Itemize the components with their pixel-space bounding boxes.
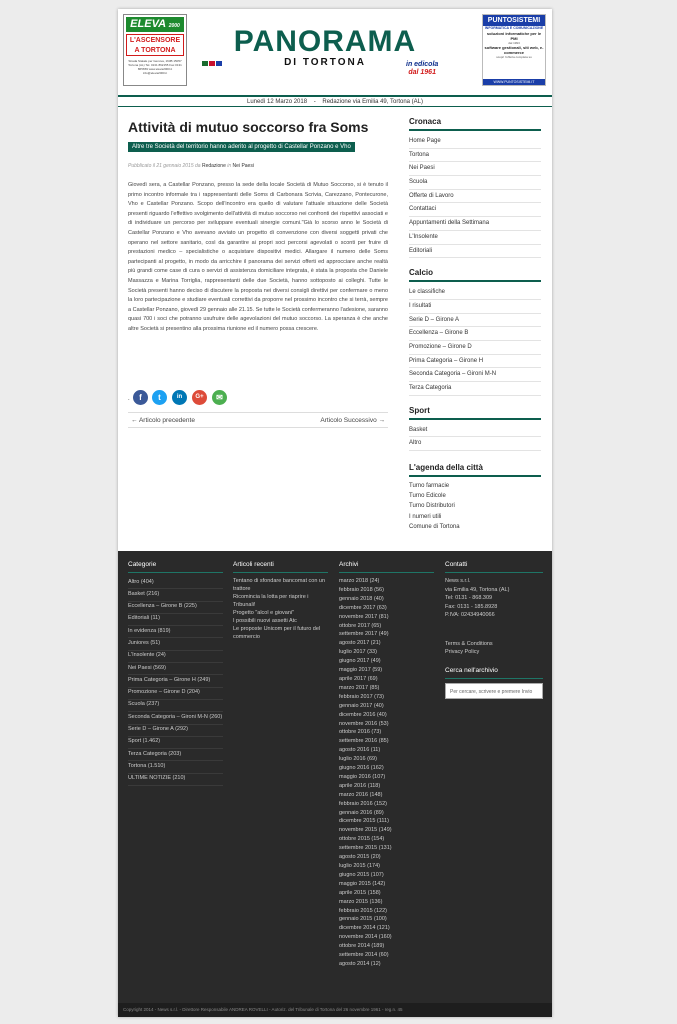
cronaca-item-offerte-lavoro[interactable]: Offerte di Lavoro [409, 190, 541, 204]
category-link[interactable]: ULTIME NOTIZIE (210) [128, 774, 223, 786]
archive-link[interactable]: gennaio 2018 (40) [339, 595, 384, 602]
archive-link[interactable]: dicembre 2016 (40) [339, 711, 387, 718]
article-title: Attività di mutuo soccorso fra Soms [128, 119, 369, 135]
recent-post-link[interactable]: Le proposte Unicom per il futuro del commercio [233, 626, 321, 640]
archive-link[interactable]: novembre 2016 (53) [339, 720, 389, 727]
recent-posts-title: Articoli recenti [233, 561, 328, 573]
cronaca-item-appuntamenti[interactable]: Appuntamenti della Settimana [409, 217, 541, 231]
category-link[interactable]: Serie D – Girone A (292) [128, 725, 223, 737]
calcio-item-serie-d[interactable]: Serie D – Girone A [409, 314, 541, 328]
calcio-item-terza-categoria[interactable]: Terza Categoria [409, 382, 541, 396]
calcio-item-classifiche[interactable]: Le classifiche [409, 286, 541, 300]
contact-company: News s.r.l. [445, 578, 471, 584]
agenda-item-edicole[interactable]: Turno Edicole [409, 493, 446, 500]
archive-link[interactable]: giugno 2017 (49) [339, 658, 381, 665]
agenda-widget-title: L'agenda della città [409, 463, 541, 477]
archives-title: Archivi [339, 561, 434, 573]
archive-link[interactable]: giugno 2016 (162) [339, 765, 384, 772]
contact-address: via Emilia 49, Tortona (AL) [445, 586, 510, 593]
cronaca-item-tortona[interactable]: Tortona [409, 149, 541, 163]
category-link[interactable]: Promozione – Girone D (204) [128, 688, 223, 700]
googleplus-icon[interactable]: G+ [192, 390, 207, 405]
archive-link[interactable]: marzo 2016 (148) [339, 791, 383, 798]
category-link[interactable]: Eccellenza – Girone B (225) [128, 602, 223, 614]
footer-contacts [445, 561, 543, 699]
archive-link[interactable]: febbraio 2018 (56) [339, 586, 384, 593]
archive-link[interactable]: novembre 2017 (81) [339, 613, 389, 620]
archive-link[interactable]: agosto 2017 (21) [339, 640, 381, 647]
archive-link[interactable]: novembre 2015 (149) [339, 827, 392, 834]
recent-post-link[interactable]: Tentano di sfondare bancomat con un trattore [233, 578, 326, 592]
footer-categories [128, 561, 223, 786]
sidebar [409, 117, 541, 532]
search-title: Cerca nell'archivio [445, 667, 543, 679]
calcio-item-prima-categoria[interactable]: Prima Categoria – Girone H [409, 355, 541, 369]
archive-link[interactable]: febbraio 2016 (152) [339, 800, 388, 807]
archive-link[interactable]: agosto 2014 (12) [339, 960, 381, 967]
contact-phone: Tel: 0131 - 868.309 [445, 595, 493, 601]
cronaca-item-nei-paesi[interactable]: Nei Paesi [409, 162, 541, 176]
article-meta: Pubblicato il 21 gennaio 2015 da Redazione in Nei Paesi [128, 163, 254, 169]
archive-link[interactable]: settembre 2017 (49) [339, 631, 389, 638]
archive-link[interactable]: agosto 2016 (11) [339, 747, 381, 754]
next-article-link[interactable]: Articolo Successivo → [320, 417, 385, 424]
article-body: Giovedì sera, a Castellar Ponzano, presso la sede della locale Società di Mutuo Soccorso, si è tenuto il primo incontro informale tra i rappresentanti delle Soms di Carbonara Scrivia, Carezzano, Pontecurone, Vho e Castellar Ponzano. Scopo dell'incontro era quello di valutare l'attuale situazione delle Società presenti riguardo l'effettivo svolgimento dell'attività di mutuo soccorso nei confronti dei rispettivi associati e di individuare un percorso per sviluppare eventuali sinergie comuni."Già lo scorso anno le Società di Castellar Ponzano e Vho avevano avviato un progetto di convenzione con diversi soggetti privati che operano nel settore sanitario, così da garantire ai propri soci percorsi agevolati o sconti per fruire di prestazioni medico – specialistiche o acquistare dispositivi medici. Allargare il numero delle Soms partecipanti al progetto, in modo da arricchire il panorama dei servizi offerti ed approcciare anche realtà più grandi come case di cura o servizi di assistenza domiciliare integrata, è stata la proposta che Daniele Massazza e Marina Torriglia, rappresentanti delle due Società, hanno sottoposto ai colleghi. Tutte le Società presenti hanno deciso di discutere la proposta nei diversi consigli direttivi per confermare o meno la loro partecipazione e studiare eventuali correttivi da proporre nel prossimo incontro che si terrà, sempre a Castellar Ponzano, giovedì 29 gennaio alle 21.15. Se tutte le Società confermeranno l'adesione, saranno quasi 700 i soci che potranno usufruire delle agevolazioni del mutuo soccorso. La speranza è che anche altre Società si presentino alla prossima riunione ed il numero possa crescere. [128, 182, 388, 332]
archive-link[interactable]: febbraio 2017 (73) [339, 693, 384, 700]
archive-link[interactable]: aprile 2016 (118) [339, 782, 381, 789]
archive-link[interactable]: ottobre 2017 (65) [339, 622, 382, 629]
site-footer [118, 551, 552, 1003]
category-link[interactable]: Sport (1.462) [128, 737, 223, 749]
cronaca-item-contattaci[interactable]: Contattaci [409, 203, 541, 217]
newsroom-address: Redazione via Emilia 49, Tortona (AL) [322, 99, 423, 105]
contacts-title: Contatti [445, 561, 543, 573]
archive-link[interactable]: maggio 2017 (59) [339, 667, 383, 674]
calcio-item-eccellenza[interactable]: Eccellenza – Girone B [409, 327, 541, 341]
archive-link[interactable]: settembre 2015 (131) [339, 845, 392, 852]
agenda-item-farmacie[interactable]: Turno farmacie [409, 483, 450, 490]
cronaca-item-scuola[interactable]: Scuola [409, 176, 541, 190]
archive-link[interactable]: ottobre 2015 (154) [339, 836, 385, 843]
privacy-link[interactable]: Privacy Policy [445, 649, 480, 655]
calcio-widget-title: Calcio [409, 268, 541, 282]
archive-link[interactable]: luglio 2015 (174) [339, 863, 380, 869]
date-address-bar: Lunedì 12 Marzo 2018 - Redazione via Emilia 49, Tortona (AL) [118, 95, 552, 107]
archive-link[interactable]: luglio 2017 (33) [339, 649, 377, 656]
cronaca-item-insolente[interactable]: L'Insolente [409, 231, 541, 245]
archive-link[interactable]: maggio 2015 (142) [339, 880, 386, 887]
eleva-logo: ELEVA 2000 [126, 17, 184, 32]
copyright: Copyright 2014 - News s.r.l. - Direttore Responsabile ANDREA ROVELLI - Autoriz. del Tribunale di Tortona del 26 novembre 1961 - reg.n. 45 [118, 1003, 552, 1017]
category-link[interactable]: Terza Categoria (203) [128, 749, 223, 761]
archive-link[interactable]: aprile 2015 (158) [339, 889, 381, 896]
linkedin-icon[interactable]: in [172, 390, 187, 405]
edicola-badge: in edicola dal 1961 [406, 61, 439, 76]
agenda-item-numeri-utili[interactable]: I numeri utili [409, 513, 442, 520]
article [128, 119, 388, 335]
cronaca-menu [409, 135, 541, 258]
category-link[interactable]: Editoriali (11) [128, 614, 223, 626]
puntosistemi-ad-banner[interactable]: PUNTOSISTEMI INFORMATICA E COMUNICAZIONE soluzioni informatiche per le PMI dal 1993 software gestionali, siti web, e-commerce scopri l'offerta completa su WWW.PUNTOSISTEMI.IT [482, 14, 546, 86]
category-link[interactable]: Nei Paesi [232, 163, 254, 169]
site-header [118, 9, 552, 93]
category-link[interactable]: In evidenza (819) [128, 626, 223, 638]
category-link[interactable]: Seconda Categoria – Gironi M-N (260) [128, 712, 223, 724]
archive-link[interactable]: ottobre 2014 (189) [339, 943, 385, 950]
archive-link[interactable]: settembre 2014 (60) [339, 952, 389, 959]
archive-link[interactable]: dicembre 2014 (121) [339, 925, 390, 932]
archive-link[interactable]: luglio 2016 (69) [339, 756, 377, 763]
twitter-icon[interactable]: t [152, 390, 167, 405]
category-link[interactable]: Scuola (237) [128, 700, 223, 712]
footer-recent-posts [233, 561, 328, 641]
facebook-icon[interactable]: f [133, 390, 148, 405]
author-link[interactable]: Redazione [201, 163, 226, 169]
archive-link[interactable]: gennaio 2016 (89) [339, 809, 384, 816]
flags-icon [202, 61, 223, 67]
archive-link[interactable]: marzo 2015 (136) [339, 898, 383, 905]
agenda-menu [409, 481, 541, 532]
contact-vat: P.IVA: 02434940066 [445, 612, 495, 618]
archive-link[interactable]: agosto 2015 (20) [339, 854, 381, 861]
archive-search-input[interactable]: Per cercare, scrivere e premere Invio [445, 683, 543, 699]
eleva-address: Strada Statale per Genova, 163B 15057 Tortona (AL) Tel. 0131 862155 Fax 0131 865659 www.eleva2000.it info@eleva2000.it [128, 59, 182, 75]
category-link[interactable]: L'Insolente (24) [128, 651, 223, 663]
category-link[interactable]: Basket (216) [128, 589, 223, 601]
archive-link[interactable]: novembre 2014 (160) [339, 934, 392, 941]
sport-widget-title: Sport [409, 406, 541, 420]
agenda-item-comune[interactable]: Comune di Tortona [409, 523, 460, 530]
recent-post-link[interactable]: Ricomincia la lotta per riaprire i Tribunali! [233, 594, 309, 608]
category-link[interactable]: Tortona (1.510) [128, 761, 223, 773]
previous-article-link[interactable]: ← Articolo precedente [131, 417, 195, 424]
current-date: Lunedì 12 Marzo 2018 [247, 99, 308, 105]
categories-title: Categorie [128, 561, 223, 573]
archive-link[interactable]: dicembre 2017 (63) [339, 604, 387, 611]
calcio-menu [409, 286, 541, 396]
eleva-tagline: L'ASCENSORE A TORTONA [126, 34, 184, 56]
recent-post-link[interactable]: I possibili nuovi assetti Atc [233, 618, 297, 624]
agenda-item-distributori[interactable]: Turno Distributori [409, 503, 455, 510]
archive-link[interactable]: marzo 2017 (85) [339, 684, 380, 691]
sport-menu [409, 424, 541, 451]
contact-fax: Fax: 0131 - 185.8928 [445, 603, 498, 610]
archive-link[interactable]: gennaio 2017 (40) [339, 702, 384, 709]
post-navigation [128, 412, 388, 428]
archive-link[interactable]: dicembre 2015 (111) [339, 818, 389, 825]
category-link[interactable]: Prima Categoria – Girone H (249) [128, 675, 223, 687]
archive-link[interactable]: aprile 2017 (69) [339, 675, 378, 682]
calcio-item-promozione[interactable]: Promozione – Girone D [409, 341, 541, 355]
archive-link[interactable]: febbraio 2015 (122) [339, 907, 388, 914]
category-link[interactable]: Nei Paesi (569) [128, 663, 223, 675]
email-icon[interactable]: ✉ [212, 390, 227, 405]
sport-item-basket[interactable]: Basket [409, 424, 541, 438]
eleva-ad-banner[interactable] [123, 14, 187, 86]
archive-link[interactable]: ottobre 2016 (73) [339, 729, 382, 736]
article-subtitle: Altre tre Società del territorio hanno aderito al progetto di Castellar Ponzano e Vho [128, 142, 355, 152]
page: ELEVA 2000 L'ASCENSORE A TORTONA Strada Statale per Genova, 163B 15057 Tortona (AL) Tel. 0131 862155 Fax 0131 865659 www.eleva2000.it info@eleva2000.it PANORAMA DI TORTONA in edicola dal 1961 PUNTOSISTEMI INFORMATICA E COMUNICAZIONE soluzioni informatiche per le PMI dal 1993 software gestionali, siti web, e-commerce scopri l'offerta completa su WWW.PUNTOSISTEMI.IT Lunedì 12 Marzo 2018 - Redazione via Emilia 49, Tortona (AL) Attività di mutuo soccorso fra Soms Altre tre Società del territorio hanno aderito al progetto di Castellar Ponzano e Vho Pubblicato il 21 gennaio 2015 da Redazione in Nei Paesi Giovedì sera, a Castellar Ponzano, presso la sede della locale Società di Mutuo Soccorso, si è tenuto il primo incontro informale tra i rappresentanti delle Soms di Carbonara Scrivia, Carezzano, Pontecurone, Vho e Castellar Ponzano. Scopo dell'incontro era quello di valutare l'attuale situazione delle Società presenti riguardo l'effettivo svolgimento dell'attività di mutuo soccorso nei confronti dei rispettivi associati e di individuare un percorso per sviluppare eventuali sinergie comuni."Già lo scorso anno le Società di Castellar Ponzano e Vho avevano avviato un progetto di convenzione con diversi soggetti privati che operano nel settore sanitario, così da garantire ai propri soci percorsi agevolati o sconti per fruire di prestazioni medico – specialistiche o acquistare dispositivi medici. Allargare il numero delle Soms partecipanti al progetto, in modo da arricchire il panorama dei servizi offerti ed approcciare anche realtà più grandi come case di cura o servizi di assistenza domiciliare integrata, è stata la proposta che Daniele Massazza e Marina Torriglia, rappresentanti delle due Società, hanno sottoposto ai colleghi. Tutte le Società presenti hanno deciso di discutere la proposta nei diversi consigli direttivi per confermare o meno la loro partecipazione e studiare eventuali correttivi da proporre nel prossimo incontro che si terrà, sempre a Castellar Ponzano, giovedì 29 gennaio alle 21.15. Se tutte le Società confermeranno l'adesione, saranno quasi 700 i soci che potranno usufruire delle agevolazioni del mutuo soccorso. La speranza è che anche altre Società si presentino alla prossima riunione ed il numero possa crescere. . f t in G+ ✉ ← Articolo precedente Articolo Successivo → Cronaca Home Page Tortona Nei Paesi Scuola Offerte di Lavoro Contattaci Appuntamenti della Settimana L'Insolente Editoriali Calcio Le classifiche I risultati Serie D – Girone A Eccellenza – Girone B Promozione – Girone D Prima Categoria – Girone H Seconda Categoria – Gironi M-N Terza Categoria Sport Basket Altro L'agenda della città Turno farmacie Turno Edicole Turno Distributori I numeri utili Comune di Tortona Categorie Altro (404) Basket (216) Eccellenza – Girone B (225) Editoriali (11) In evidenza (819) Juniores (51) L'Insolente (24) Nei Paesi (569) Prima Categoria – Girone H (249) Promozione – Girone D (204) Scuola (237) Seconda Categoria – Gironi M-N (260) Serie D – Girone A (292) Sport (1.462) Terza Categoria (203) Tortona (1.510) ULTIME NOTIZIE (210) Articoli recenti Tentano di sfondare bancomat con un trattore Ricomincia la lotta per riaprire i Tribunali! Progetto "alcol e giovani" I possibili nuovi assetti Atc Le proposte Unicom per il futuro del commercio Archivi marzo 2018 (24) febbraio 2018 (56) gennaio 2018 (40) dicembre 2017 (63) novembre 2017 (81) ottobre 2017 (65) settembre 2017 (49) agosto 2017 (21) luglio 2017 (33) giugno 2017 (49) maggio 2017 (59) aprile 2017 (69) marzo 2017 (85) febbraio 2017 (73) gennaio 2017 (40) dicembre 2016 (40) novembre 2016 (53) ottobre 2016 (73) settembre 2016 (85) agosto 2016 (11) luglio 2016 (69) giugno 2016 (162) maggio 2016 (107) aprile 2016 (118) marzo 2016 (148) febbraio 2016 (152) gennaio 2016 (89) dicembre 2015 (111) novembre 2015 (149) ottobre 2015 (154) settembre 2015 (131) agosto 2015 (20) luglio 2015 (174) giugno 2015 (107) maggio 2015 (142) aprile 2015 (158) marzo 2015 (136) febbraio 2015 (122) gennaio 2015 (100) dicembre 2014 (121) novembre 2014 (160) ottobre 2014 (189) settembre 2014 (60) agosto 2014 (12) Contatti News s.r.l. via Emilia 49, Tortona (AL) Tel: 0131 - 868.309 Fax: 0131 - 185.8928 P.IVA: 02434940066 Terms & Conditions Privacy Policy Cerca nell'archivio Per cercare, scrivere e premere Invio Copyright 2014 - News s.r.l. - Direttore Responsabile ANDREA ROVELLI - Autoriz. del Tribunale di Tortona del 26 novembre 1961 - reg.n. 45 [118, 9, 552, 1017]
archive-link[interactable]: gennaio 2015 (100) [339, 916, 387, 923]
category-link[interactable]: Altro (404) [128, 577, 223, 589]
cronaca-item-editoriali[interactable]: Editoriali [409, 245, 541, 259]
archive-link[interactable]: giugno 2015 (107) [339, 871, 384, 878]
calcio-item-seconda-categoria[interactable]: Seconda Categoria – Gironi M-N [409, 368, 541, 382]
footer-archives [339, 561, 434, 969]
cronaca-item-home[interactable]: Home Page [409, 135, 541, 149]
recent-post-link[interactable]: Progetto "alcol e giovani" [233, 610, 295, 616]
archive-link[interactable]: settembre 2016 (85) [339, 738, 389, 745]
calcio-item-risultati[interactable]: I risultati [409, 300, 541, 314]
archive-link[interactable]: maggio 2016 (107) [339, 773, 386, 780]
category-link[interactable]: Juniores (51) [128, 638, 223, 650]
site-logo[interactable]: PANORAMA DI TORTONA [233, 25, 417, 68]
sport-item-altro[interactable]: Altro [409, 437, 541, 451]
terms-link[interactable]: Terms & Conditions [445, 640, 493, 647]
cronaca-widget-title: Cronaca [409, 117, 541, 131]
archive-link[interactable]: marzo 2018 (24) [339, 578, 380, 584]
